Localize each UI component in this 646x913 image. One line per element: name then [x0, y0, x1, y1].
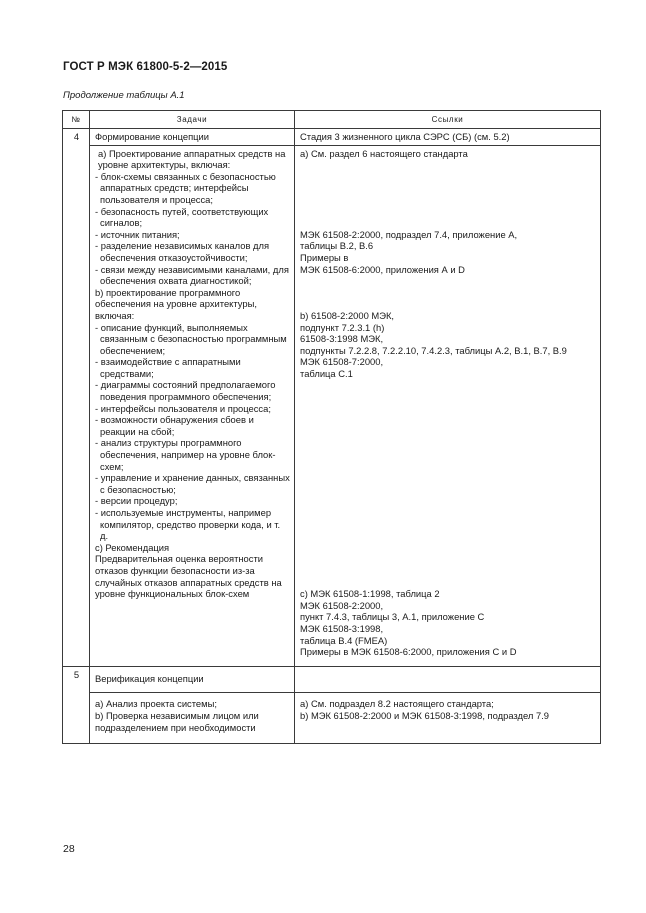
task-item: - источник питания; — [95, 228, 180, 240]
reference-line: a) См. раздел 6 настоящего стандарта — [300, 147, 468, 159]
task-item: - связи между независимыми каналами, для обеспечения охвата диагностикой; — [95, 263, 289, 287]
row-number: 5 — [63, 666, 90, 743]
reference-line: подпункт 7.2.3.1 (h) — [300, 321, 385, 333]
reference-line: a) См. подраздел 8.2 настоящего стандарта; — [300, 698, 494, 710]
reference-line: МЭК 61508-2:2000, — [300, 599, 384, 611]
reference-line: МЭК 61508-7:2000, — [300, 356, 384, 368]
document-standard-header: ГОСТ Р МЭК 61800-5-2—2015 — [63, 61, 228, 73]
table-header-row — [63, 111, 601, 129]
reference-line: подпункты 7.2.2.8, 7.2.2.10, 7.4.2.3, таблицы А.2, В.1, В.7, В.9 — [300, 344, 567, 356]
page-number: 28 — [63, 843, 75, 855]
task-item: - анализ структуры программного обеспечения, например на уровне блок-схем; — [95, 437, 276, 472]
row-title-reference-empty — [295, 666, 601, 693]
table-caption: Продолжение таблицы А.1 — [63, 90, 185, 101]
task-item: a) Проектирование аппаратных средств на уровне архитектуры, включая: — [98, 147, 286, 171]
table-row-details — [63, 693, 601, 744]
table-row — [63, 129, 601, 146]
reference-line: МЭК 61508-2:2000, подраздел 7.4, приложение А, таблицы В.2, В.6 — [300, 228, 518, 252]
task-item: - безопасность путей, соответствующих сигналов; — [95, 205, 269, 229]
column-header-references: Ссылки — [295, 111, 601, 129]
reference-line: МЭК 61508-3:1998, — [300, 622, 384, 634]
task-item: - взаимодействие с аппаратными средствами; — [95, 356, 241, 379]
task-item: - версии процедур; — [95, 495, 178, 507]
reference-line: b) МЭК 61508-2:2000 и МЭК 61508-3:1998, подраздел 7.9 — [300, 709, 550, 721]
task-item: b) проектирование программного обеспечения на уровне архитектуры, включая: — [95, 286, 257, 321]
reference-line: Примеры в МЭК 61508-6:2000, приложения С и D — [300, 646, 517, 658]
task-item: - управление и хранение данных, связанных с безопасностью; — [95, 472, 290, 495]
task-item: c) Рекомендация — [95, 541, 170, 553]
reference-line: Примеры в — [300, 251, 349, 263]
reference-line: 61508-3:1998 МЭК, — [300, 333, 384, 345]
task-item: - возможности обнаружения сбоев и реакции на сбой; — [95, 414, 254, 437]
references-cell — [295, 693, 601, 744]
task-item: - используемые инструменты, например компилятор, средство проверки кода, и т. д. — [95, 507, 281, 542]
task-item: a) Анализ проекта системы; — [95, 698, 217, 710]
row-number: 4 — [63, 129, 90, 667]
tasks-cell — [90, 145, 295, 666]
reference-line: c) МЭК 61508-1:1998, таблица 2 — [300, 588, 440, 600]
row-title-reference: Стадия 3 жизненного цикла СЭРС (СБ) (см. 5.2) — [295, 129, 601, 146]
reference-line: таблица В.4 (FMEA) — [300, 634, 388, 646]
reference-line: пункт 7.4.3, таблицы 3, А.1, приложение С — [300, 611, 485, 623]
references-cell — [295, 145, 601, 666]
column-header-number: № — [63, 111, 90, 129]
column-header-tasks: Задачи — [90, 111, 295, 129]
row-title: Формирование концепции — [90, 129, 295, 146]
tasks-cell — [90, 693, 295, 744]
task-item: - блок-схемы связанных с безопасностью аппаратных средств; интерфейсы пользователя и процесса; — [95, 170, 276, 205]
reference-line: b) 61508-2:2000 МЭК, — [300, 309, 395, 321]
requirements-table — [62, 110, 601, 744]
table-row — [63, 666, 601, 693]
task-item: b) Проверка независимым лицом или подразделением при необходимости — [95, 709, 259, 733]
row-title: Верификация концепции — [90, 666, 295, 693]
table-row-details — [63, 145, 601, 666]
task-item: - разделение независимых каналов для обеспечения отказоустойчивости; — [95, 240, 270, 263]
reference-line: таблица С.1 — [300, 367, 353, 379]
task-item: - интерфейсы пользователя и процесса; — [95, 402, 271, 414]
task-item: Предварительная оценка вероятности отказов функции безопасности из-за случайных отказов аппаратных средств на уровне функциональных блок-схем — [95, 553, 282, 600]
task-item: - диаграммы состояний предполагаемого поведения программного обеспечения; — [95, 379, 276, 403]
reference-line: МЭК 61508-6:2000, приложения А и D — [300, 263, 465, 275]
task-item: - описание функций, выполняемых связанным с безопасностью программным обеспечением; — [95, 321, 287, 356]
